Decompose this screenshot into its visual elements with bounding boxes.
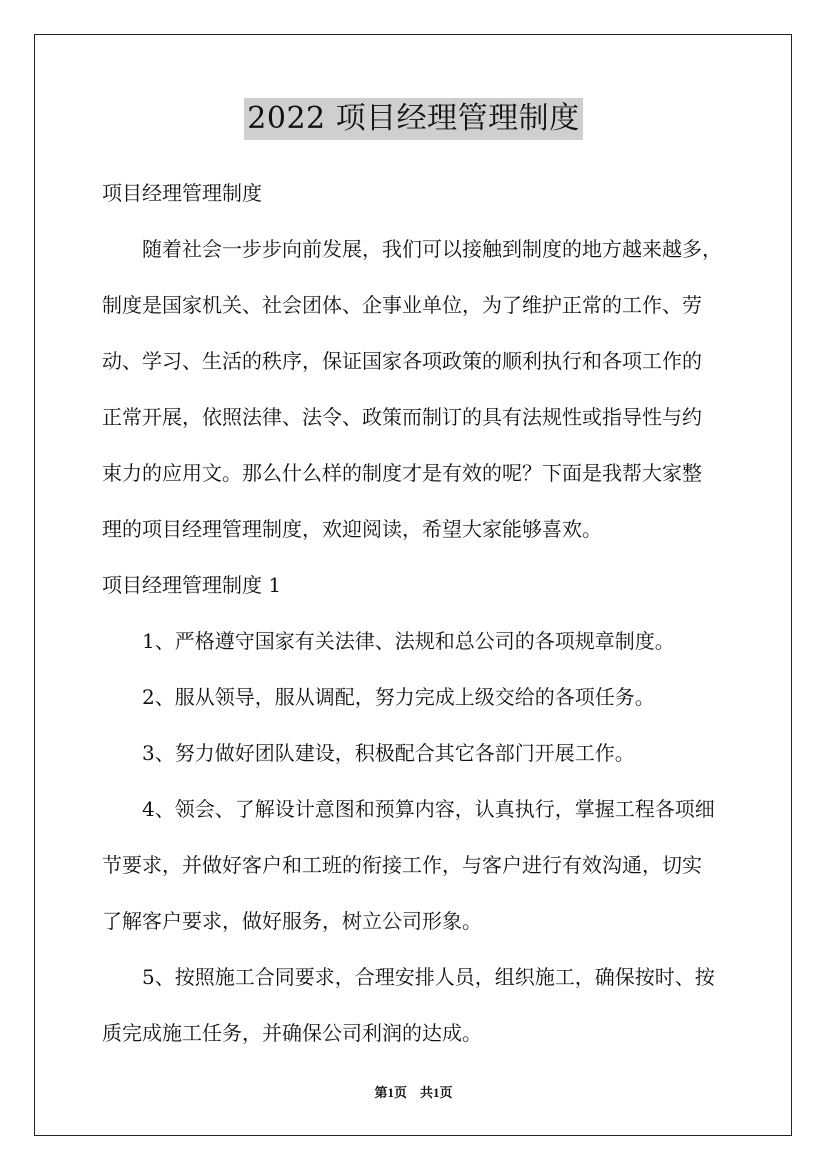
spacer	[102, 883, 742, 903]
spacer	[102, 827, 742, 847]
spacer	[102, 323, 742, 343]
intro-line: 动、学习、生活的秩序，保证国家各项政策的顺利执行和各项工作的	[102, 349, 702, 373]
title-container	[0, 98, 827, 140]
intro-line: 理的项目经理管理制度，欢迎阅读，希望大家能够喜欢。	[102, 517, 602, 541]
list-item-5-line: 5、按照施工合同要求，合理安排人员，组织施工，确保按时、按	[142, 965, 715, 989]
intro-line: 束力的应用文。那么什么样的制度才是有效的呢？下面是我帮大家整	[102, 461, 702, 485]
list-item-2: 2、服从领导，服从调配，努力完成上级交给的各项任务。	[142, 685, 655, 709]
spacer	[102, 211, 742, 231]
intro-line: 随着社会一步步向前发展，我们可以接触到制度的地方越来越多，	[142, 237, 722, 261]
spacer	[102, 491, 742, 511]
list-item-3: 3、努力做好团队建设，积极配合其它各部门开展工作。	[142, 741, 635, 765]
spacer	[102, 435, 742, 455]
spacer	[102, 939, 742, 959]
spacer	[102, 547, 742, 567]
spacer	[102, 379, 742, 399]
spacer	[102, 771, 742, 791]
list-item-1: 1、严格遵守国家有关法律、法规和总公司的各项规章制度。	[142, 629, 675, 653]
spacer	[102, 995, 742, 1015]
list-item-5-line: 质完成施工任务，并确保公司利润的达成。	[102, 1021, 482, 1045]
spacer	[102, 659, 742, 679]
subtitle: 项目经理管理制度	[102, 181, 262, 205]
list-item-4-line: 节要求，并做好客户和工班的衔接工作，与客户进行有效沟通，切实	[102, 853, 702, 877]
document-title: 2022 项目经理管理制度	[244, 98, 582, 140]
spacer	[102, 715, 742, 735]
intro-line: 制度是国家机关、社会团体、企事业单位，为了维护正常的工作、劳	[102, 293, 702, 317]
spacer	[102, 267, 742, 287]
spacer	[102, 603, 742, 623]
intro-line: 正常开展，依照法律、法令、政策而制订的具有法规性或指导性与约	[102, 405, 702, 429]
list-item-4-line: 了解客户要求，做好服务，树立公司形象。	[102, 909, 482, 933]
document-body	[102, 175, 742, 1051]
section-heading: 项目经理管理制度 1	[102, 573, 282, 597]
page-footer: 第1页 共1页	[374, 1085, 453, 1100]
list-item-4-line: 4、领会、了解设计意图和预算内容，认真执行，掌握工程各项细	[142, 797, 715, 821]
